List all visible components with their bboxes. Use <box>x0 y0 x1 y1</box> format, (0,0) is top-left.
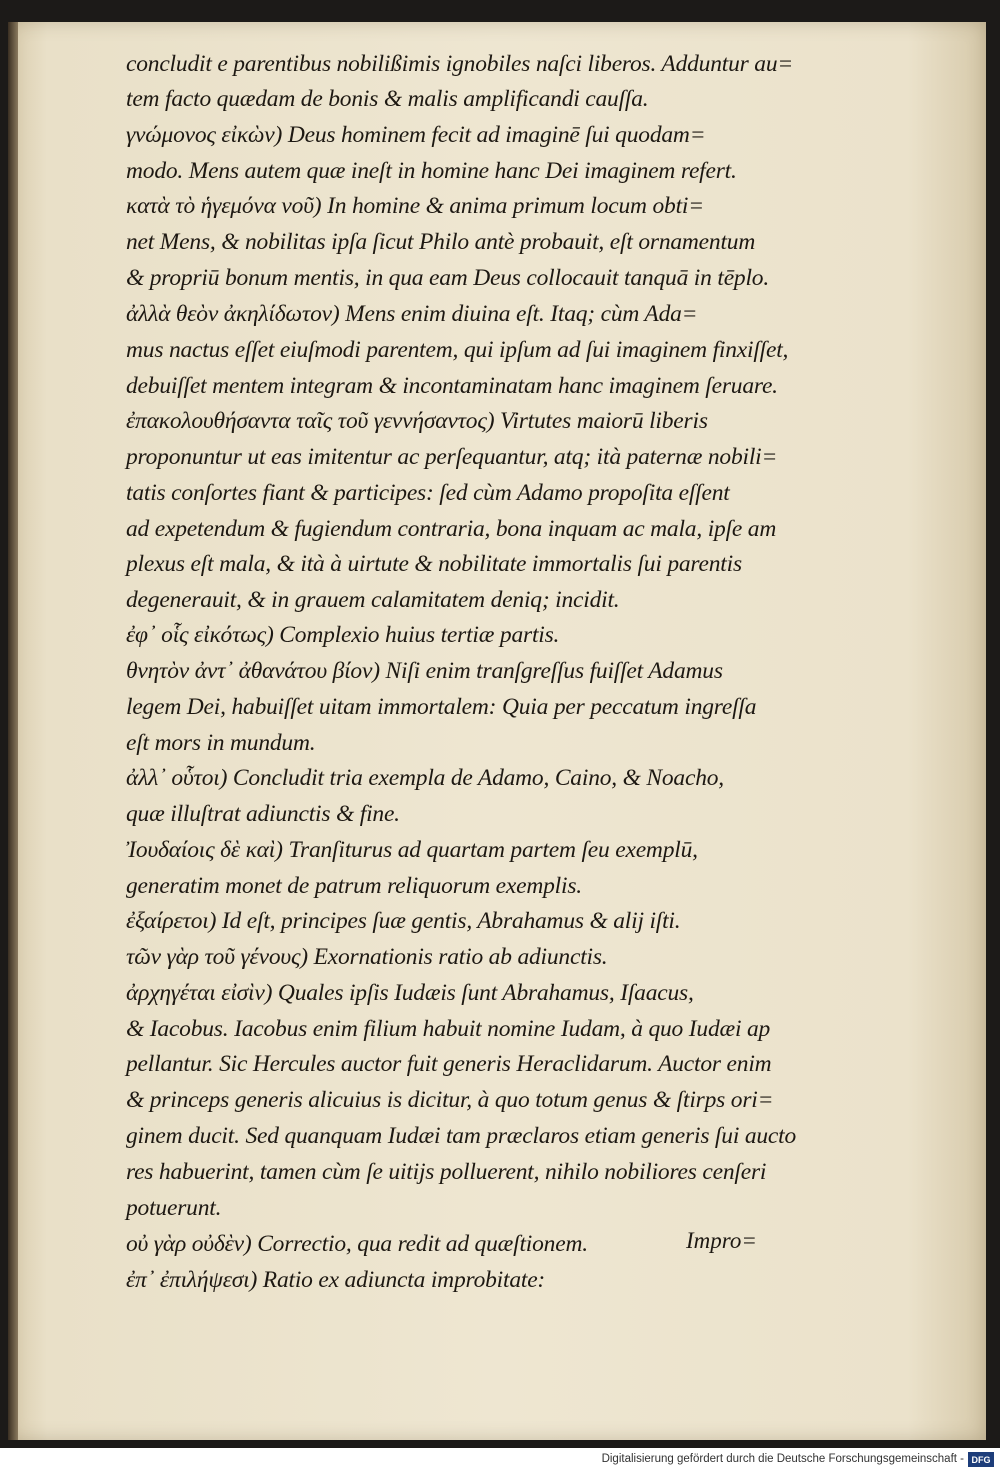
text-line: ad expetendum & fugiendum contraria, bona inquam ac mala, ipſe am <box>126 516 777 542</box>
text-line: debuiſſet mentem integram & incontaminatam hanc imaginem ſeruare. <box>126 373 778 399</box>
catchword: Impro= <box>686 1228 757 1253</box>
text-line: modo. Mens autem quæ ineſt in homine hanc Dei imaginem refert. <box>126 158 737 184</box>
text-line: ginem ducit. Sed quanquam Iudæi tam præclaros etiam generis ſui aucto <box>126 1123 797 1149</box>
text-line: κατὰ τὸ ἡγεμόνα νοῦ) In homine & anima primum locum obti= <box>126 193 704 219</box>
text-line: ἀλλ᾽ οὗτοι) Concludit tria exempla de Adamo, Caino, & Noacho, <box>126 765 724 791</box>
text-line: γνώμονος εἰκὼν) Deus hominem fecit ad imaginē ſui quodam= <box>126 122 706 148</box>
text-line: θνητὸν ἀντ᾽ ἀθανάτου βίον) Niſi enim tranſgreſſus fuiſſet Adamus <box>126 658 723 684</box>
text-line: degenerauit, & in grauem calamitatem deniq; incidit. <box>126 587 620 613</box>
text-line: plexus eſt mala, & ità à uirtute & nobilitate immortalis ſui parentis <box>126 551 742 577</box>
text-line: net Mens, & nobilitas ipſa ſicut Philo antè probauit, eſt ornamentum <box>126 229 756 255</box>
text-line: proponuntur ut eas imitentur ac perſequantur, atq; ità paternæ nobili= <box>126 444 778 470</box>
text-line: quæ illuſtrat adiunctis & fine. <box>126 801 400 827</box>
text-line: ἐπακολουθήσαντα ταῖς τοῦ γεννήσαντος) Virtutes maiorū liberis <box>126 408 708 434</box>
text-line: οὐ γὰρ οὐδὲν) Correctio, qua redit ad quæſtionem. <box>126 1231 588 1257</box>
text-line: & princeps generis alicuius is dicitur, à quo totum genus & ſtirps ori= <box>126 1087 774 1113</box>
text-line: ἐξαίρετοι) Id eſt, principes ſuæ gentis, Abrahamus & alij iſti. <box>126 908 681 934</box>
text-line: pellantur. Sic Hercules auctor fuit generis Heraclidarum. Auctor enim <box>126 1051 772 1077</box>
text-line: Ἰουδαίοις δὲ καὶ) Tranſiturus ad quartam partem ſeu exemplū, <box>126 837 698 863</box>
text-line: τῶν γὰρ τοῦ γένους) Exornationis ratio ab adiunctis. <box>126 944 608 970</box>
text-line: tem facto quædam de bonis & malis amplificandi cauſſa. <box>126 86 649 112</box>
text-line: generatim monet de patrum reliquorum exemplis. <box>126 873 582 899</box>
text-line: potuerunt. <box>126 1195 222 1221</box>
text-line: res habuerint, tamen cùm ſe uitijs polluerent, nihilo nobiliores cenſeri <box>126 1159 767 1185</box>
footer-credit: Digitalisierung gefördert durch die Deutsche Forschungsgemeinschaft - <box>601 1453 964 1465</box>
text-line: ἀλλὰ θεὸν ἀκηλίδωτον) Mens enim diuina eſt. Itaq; cùm Ada= <box>126 301 698 327</box>
text-line: concludit e parentibus nobilißimis ignobiles naſci liberos. Adduntur au= <box>126 51 794 77</box>
text-line: eſt mors in mundum. <box>126 730 316 756</box>
page-binding-edge <box>8 22 18 1440</box>
text-line: & Iacobus. Iacobus enim filium habuit nomine Iudam, à quo Iudæi ap <box>126 1016 771 1042</box>
text-line: ἀρχηγέται εἰσὶν) Quales ipſis Iudæis ſunt Abrahamus, Iſaacus, <box>126 980 694 1006</box>
text-line: tatis conſortes fiant & participes: ſed cùm Adamo propoſita eſſent <box>126 480 730 506</box>
text-line: ἐφ᾽ οἷς εἰκότως) Complexio huius tertiæ partis. <box>126 622 560 648</box>
text-line: mus nactus eſſet eiuſmodi parentem, qui ipſum ad ſui imaginem finxiſſet, <box>126 337 789 363</box>
text-line: ἐπ᾽ ἐπιλήψεσι) Ratio ex adiuncta improbitate: <box>126 1267 546 1293</box>
text-line: & propriū bonum mentis, in qua eam Deus collocauit tanquā in tēplo. <box>126 265 770 291</box>
text-line: legem Dei, habuiſſet uitam immortalem: Quia per peccatum ingreſſa <box>126 694 757 720</box>
dfg-logo: DFG <box>968 1452 994 1467</box>
